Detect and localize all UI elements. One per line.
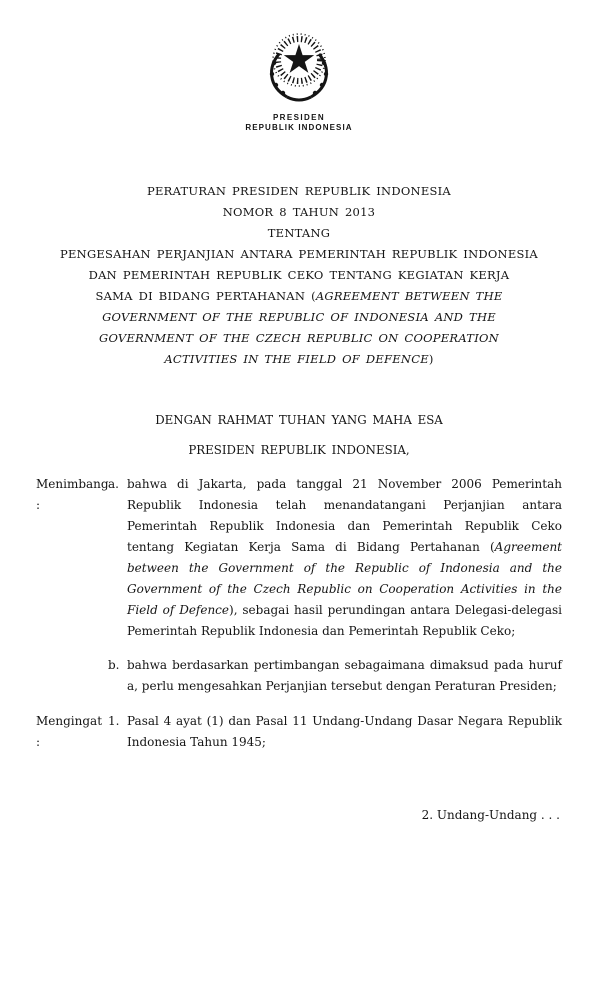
title-text: DAN PEMERINTAH REPUBLIK CEKO TENTANG KEGIATAN KERJA (88, 268, 510, 282)
title-text: ) (428, 352, 434, 366)
preamble-issuer: PRESIDEN REPUBLIK INDONESIA, (188, 443, 410, 457)
title-line (36, 244, 562, 265)
page-catchword: 2. Undang-Undang . . . (421, 808, 560, 822)
item-marker: 1. (108, 714, 120, 728)
title-line (36, 286, 562, 307)
considerations-label: Menimbang : (36, 477, 109, 512)
legal-basis-text (127, 711, 562, 753)
consideration-text-part: bahwa di Jakarta, pada tanggal 21 November 2006 Pemerintah Republik Indonesia telah menandatangani Perjanjian antara Pemerintah Republik Indonesia dan Pemerintah Republik Ceko tentang Kegiatan Kerja Sama di Bidang Pertahanan ( (127, 477, 562, 554)
title-text-italic: GOVERNMENT OF THE CZECH REPUBLIC ON COOPERATION (99, 331, 499, 345)
title-text-italic: AGREEMENT BETWEEN THE (315, 289, 503, 303)
title-block (36, 181, 562, 370)
legal-basis-label: Mengingat : (36, 714, 103, 749)
title-text-italic: ACTIVITIES IN THE FIELD OF DEFENCE (164, 352, 429, 366)
consideration-item-b (108, 655, 562, 697)
title-line (36, 181, 562, 202)
title-line (36, 223, 562, 244)
legal-basis-item-1 (108, 711, 562, 753)
title-text: SAMA DI BIDANG PERTAHANAN ( (95, 289, 316, 303)
title-text: PERATURAN PRESIDEN REPUBLIK INDONESIA (147, 184, 451, 198)
consideration-text (127, 655, 562, 697)
considerations-section (36, 474, 562, 697)
legal-basis-section (36, 711, 562, 753)
consideration-text-italic: Agreement between the Government of the Republic of Indonesia and the Government of the Czech Republic on Cooperation Activities in the Field of Defence (127, 540, 562, 617)
considerations-items (108, 474, 562, 697)
presidential-star-emblem-icon (247, 30, 351, 110)
title-text-italic: GOVERNMENT OF THE REPUBLIC OF INDONESIA AND THE (102, 310, 496, 324)
title-line (36, 349, 562, 370)
title-text: PENGESAHAN PERJANJIAN ANTARA PEMERINTAH REPUBLIK INDONESIA (60, 247, 538, 261)
title-line (36, 307, 562, 328)
letterhead-presiden: PRESIDEN (272, 113, 326, 122)
consideration-text-part: bahwa berdasarkan pertimbangan sebagaimana dimaksud pada huruf a, perlu mengesahkan Perjanjian tersebut dengan Peraturan Presiden; (127, 658, 562, 693)
preamble-invocation: DENGAN RAHMAT TUHAN YANG MAHA ESA (155, 413, 443, 427)
consideration-text-part: ), sebagai hasil perundingan antara Delegasi-delegasi Pemerintah Republik Indonesia dan Pemerintah Republik Ceko; (127, 603, 562, 638)
item-marker: b. (108, 658, 120, 672)
letterhead (36, 30, 562, 133)
letterhead-republik-indonesia: REPUBLIK INDONESIA (245, 123, 353, 132)
item-marker: a. (108, 477, 119, 491)
title-line (36, 328, 562, 349)
title-line (36, 265, 562, 286)
legal-basis-items (108, 711, 562, 753)
consideration-text (127, 474, 562, 642)
title-text: NOMOR 8 TAHUN 2013 (222, 205, 376, 219)
legal-basis-text-part: Pasal 4 ayat (1) dan Pasal 11 Undang-Undang Dasar Negara Republik Indonesia Tahun 1945; (127, 714, 562, 749)
consideration-item-a (108, 474, 562, 642)
title-text: TENTANG (267, 226, 331, 240)
title-line (36, 202, 562, 223)
